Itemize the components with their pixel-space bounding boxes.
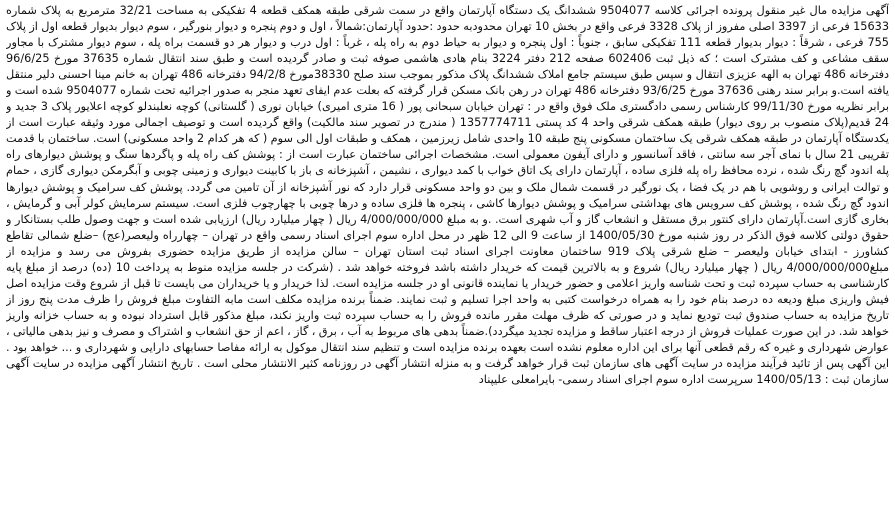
notice-body-text: آگهی مزایده مال غیر منقول پرونده اجرائی کلاسه 9504077 ششدانگ یک دستگاه آپارتمان واقع در سمت شرقی طبقه همکف قطعه 4 تفکیکی به مساحت 32/21 مترمربع به پلاک شماره 15633 فرعی از 3397 اصلی مفروز از پلاک 3328 فرعی واقع در بخش 10 تهران محدودبه حدود :حدود آپارتمان:شمالاً ، اول و دوم پنجره و دیوار بنورگیر ، سوم دیوار بدیوار قطعه اول از پلاک 755 فرعی ، شرقاً : دیوار بدیوار قطعه 111 تفکیکی سابق ، جنوباً : اول پنجره و دیوار به حیاط دوم به راه پله ، غرباً : اول درب و دیوار هر دو قسمت براه پله ، سوم دیوار مشترک با مجاور سقف مشاعی و کف مشترک است ؛ که ذیل ثبت 602406 صفحه 212 دفتر 3224 بنام هادی هاشمی صوفه ثبت و صادر گردیده است و طبق سند انتقال شماره 37635 مورخ 96/6/25 دفترخانه 486 تهران به الهه عزیزی انتقال و سپس طبق سیستم جامع املاک ششدانگ پلاک مذکور بموجب سند صلح 38330مورخ 94/2/8 دفترخانه 486 تهران به خانم مینا احسنی دلیر منتقل یافته است.و برابر سند رهنی 37636 مورخ 93/6/25 دفترخانه 486 تهران در رهن بانک مسکن قرار گرفته که بعلت عدم ایفای تعهد منجر به صدور اجرائیه تحت شماره 9504077 شده است و برابر نظریه مورخ 99/11/30 کارشناس رسمی دادگستری ملک فوق واقع در : تهران خیابان سبحانی پور ( 16 متری امیری) خیابان نوری ( گلستانی) کوچه نعلبندلو کوچه اعلایور پلاک 3 جدید و 24 قدیم(پلاک منصوب بر روی دیوار) طبقه همکف شرقی واحد 4 کد پستی 1357774711 ( مندرج در تصویر سند مالکیت) واقع گردیده است و توصیف اجمالی مورد وثیقه عبارت است از یکدستگاه آپارتمان در طبقه همکف شرقی یک ساختمان مسکونی پنج طبقه 10 واحدی شامل زیرزمین ، همکف و طبقات اول الی سوم ( که هر کدام 2 واحد مسکونی) است. ساختمان با قدمت تقریبی 21 سال با نمای آجر سه سانتی ، فاقد آسانسور و دارای آیفون معمولی است. مشخصات اجرائی ساختمان عبارت است از : پوشش کف راه پله و پاگردها سنگ و پوشش دیوارهای راه پله اندود گچ رنگ شده ، نرده محافظ راه پله فلزی ساده ، آپارتمان دارای یک اتاق خواب با کمد دیواری ، نشیمن ، آشپزخانه ی باز با کابینت دیواری و زمینی چوبی و آبگرمکن دیواری گازی ، حمام و توالت ایرانی و روشویی با هم در یک فضا ، یک نورگیر در قسمت شمال ملک و بین دو واحد مسکونی قرار دارد که نور آشپزخانه از آن تامین می گردد. پوشش کف سرامیک و پوشش دیوارها اندود گچ رنگ شده ، پوشش کف سرویس های بهداشتی سرامیک و پوشش دیوارها کاشی ، پنجره ها فلزی ساده و درها چوبی با چهارچوب فلزی است. سیستم سرمایش کولر آبی و گرمایش ، بخاری گازی است.آپارتمان دارای کنتور برق مستقل و انشعاب گاز و آب شهری است. .و به مبلغ 4/000/000/000 ریال ( چهار میلیارد ریال) ارزیابی شده است و جهت وصول طلب بستانکار و حقوق دولتی کلاسه فوق الذکر در روز شنبه مورخ 1400/05/30 از ساعت 9 الی 12 ظهر در محل اداره سوم اجرای اسناد رسمی واقع در تهران – چهارراه ولیعصر(عج) –ضلع شمالی تقاطع کشاورز - ابتدای خیابان ولیعصر – ضلع شرقی پلاک 919 ساختمان معاونت اجرای اسناد ثبت استان تهران – سالن مزایده از طریق مزایده حضوری بفروش می رسد و مزایده از مبلغ4/000/000/000 ریال ( چهار میلیارد ریال) شروع و به بالاترین قیمت که خریدار داشته باشد فروخته خواهد شد . (شرکت در جلسه مزایده منوط به پرداخت 10 (ده) درصد از مبلغ پایه کارشناسی به حساب سپرده ثبت و تحت شناسه واریز اعلامی و حضور خریدار یا نماینده قانونی او در جلسه مزایده است. لذا خریدار و یا خریداران می بایست تا قبل از شروع وقت مزایده اصل فیش واریزی مبلغ ودیعه ده درصد بنام خود را به همراه درخواست کتبی به واحد اجرا تسلیم و ثبت نمایند. ضمناً برنده مزایده مکلف است مابه التفاوت مبلغ فروش را ظرف مدت پنج روز از تاریخ مزایده به حساب صندوق ثبت تودیع نماید و در صورتی که ظرف مهلت مقرر مانده فروش را به حساب سپرده ثبت واریز نکند، مبلغ مذکور قابل استرداد نبوده و به حساب خزانه واریز خواهد شد. در این صورت عملیات فروش از درجه اعتبار ساقط و مزایده تجدید میگردد).ضمناً بدهی های مربوط به آب ، برق ، گاز ، اعم از حق انشعاب و اشتراک و مصرف و نیز بدهی مالیاتی ، عوارض شهرداری و غیره که رقم قطعی آنها برای این اداره معلوم نشده است بعهده برنده مزایده است و تنظیم سند انتقال موکول به ارائه مفاصا حسابهای دارایی و شهرداری و ... خواهد بود . این آگهی پس از تائید فرآیند مزایده در سایت آگهی های سازمان ثبت قرار خواهد گرفت و به منزله انتشار آگهی در روزنامه کثیر الانتشار محلی است . تاریخ انتشار آگهی مزایده در سایت آگهی سازمان ثبت : 1400/05/13 سرپرست اداره سوم اجرای اسناد رسمی- بایرامعلی علیپناد: [6, 4, 889, 387]
auction-notice: [6, 3, 889, 508]
